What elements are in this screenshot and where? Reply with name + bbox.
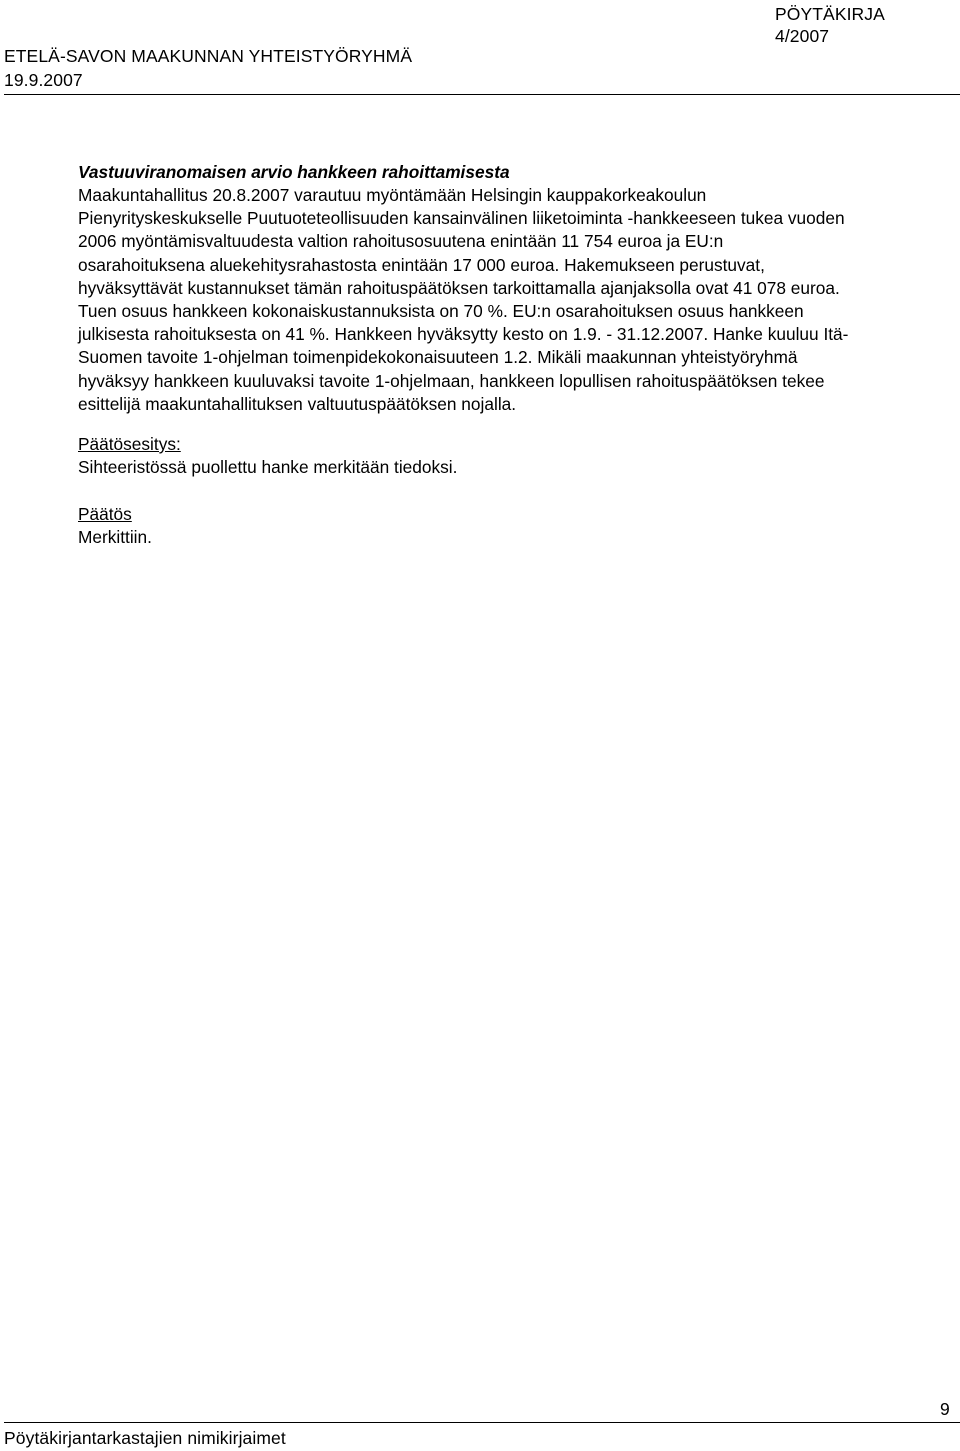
signature-label: Pöytäkirjantarkastajien nimikirjaimet [4,1428,286,1448]
header-divider [4,94,960,95]
proposal-label: Päätösesitys: [78,434,181,454]
footer-divider [4,1422,960,1423]
document-number: 4/2007 [775,26,830,46]
paragraph-line: hyväksyy hankkeen kuuluvaksi tavoite 1-ohjelmaan, hankkeen lopullisen rahoituspäätöksen tekee [78,370,825,391]
section-title: Vastuuviranomaisen arvio hankkeen rahoittamisesta [78,162,510,182]
section-paragraph [78,184,848,416]
decision-label: Päätös [78,504,132,524]
paragraph-line: Tuen osuus hankkeen kokonaiskustannuksista on 70 %. EU:n osarahoituksen osuus hankkeen [78,301,804,322]
paragraph-line: julkisesta rahoituksesta on 41 %. Hankkeen hyväksytty kesto on 1.9. - 31.12.2007. Hanke kuuluu Itä- [78,324,849,345]
organization-name: ETELÄ-SAVON MAAKUNNAN YHTEISTYÖRYHMÄ [4,46,413,66]
paragraph-line: Suomen tavoite 1-ohjelman toimenpidekokonaisuuteen 1.2. Mikäli maakunnan yhteistyöryhmä [78,347,798,368]
document-type: PÖYTÄKIRJA [775,4,885,24]
paragraph-line: Maakuntahallitus 20.8.2007 varautuu myöntämään Helsingin kauppakorkeakoulun [78,185,707,205]
page-number: 9 [940,1399,950,1419]
meeting-date: 19.9.2007 [4,70,83,90]
decision-text: Merkittiin. [78,527,152,547]
proposal-text: Sihteeristössä puollettu hanke merkitään tiedoksi. [78,457,458,477]
paragraph-line: osarahoituksena aluekehitysrahastosta enintään 17 000 euroa. Hakemukseen perustuvat, [78,254,765,275]
paragraph-line: esittelijä maakuntahallituksen valtuutuspäätöksen nojalla. [78,393,517,414]
paragraph-line: hyväksyttävät kustannukset tämän rahoituspäätöksen tarkoittamalla ajanjaksolla ovat 41 078 euroa. [78,277,840,298]
paragraph-line: 2006 myöntämisvaltuudesta valtion rahoitusosuutena enintään 11 754 euroa ja EU:n [78,231,724,252]
paragraph-line: Pienyrityskeskukselle Puutuoteteollisuuden kansainvälinen liiketoiminta -hankkeeseen tukea vuoden [78,208,845,229]
